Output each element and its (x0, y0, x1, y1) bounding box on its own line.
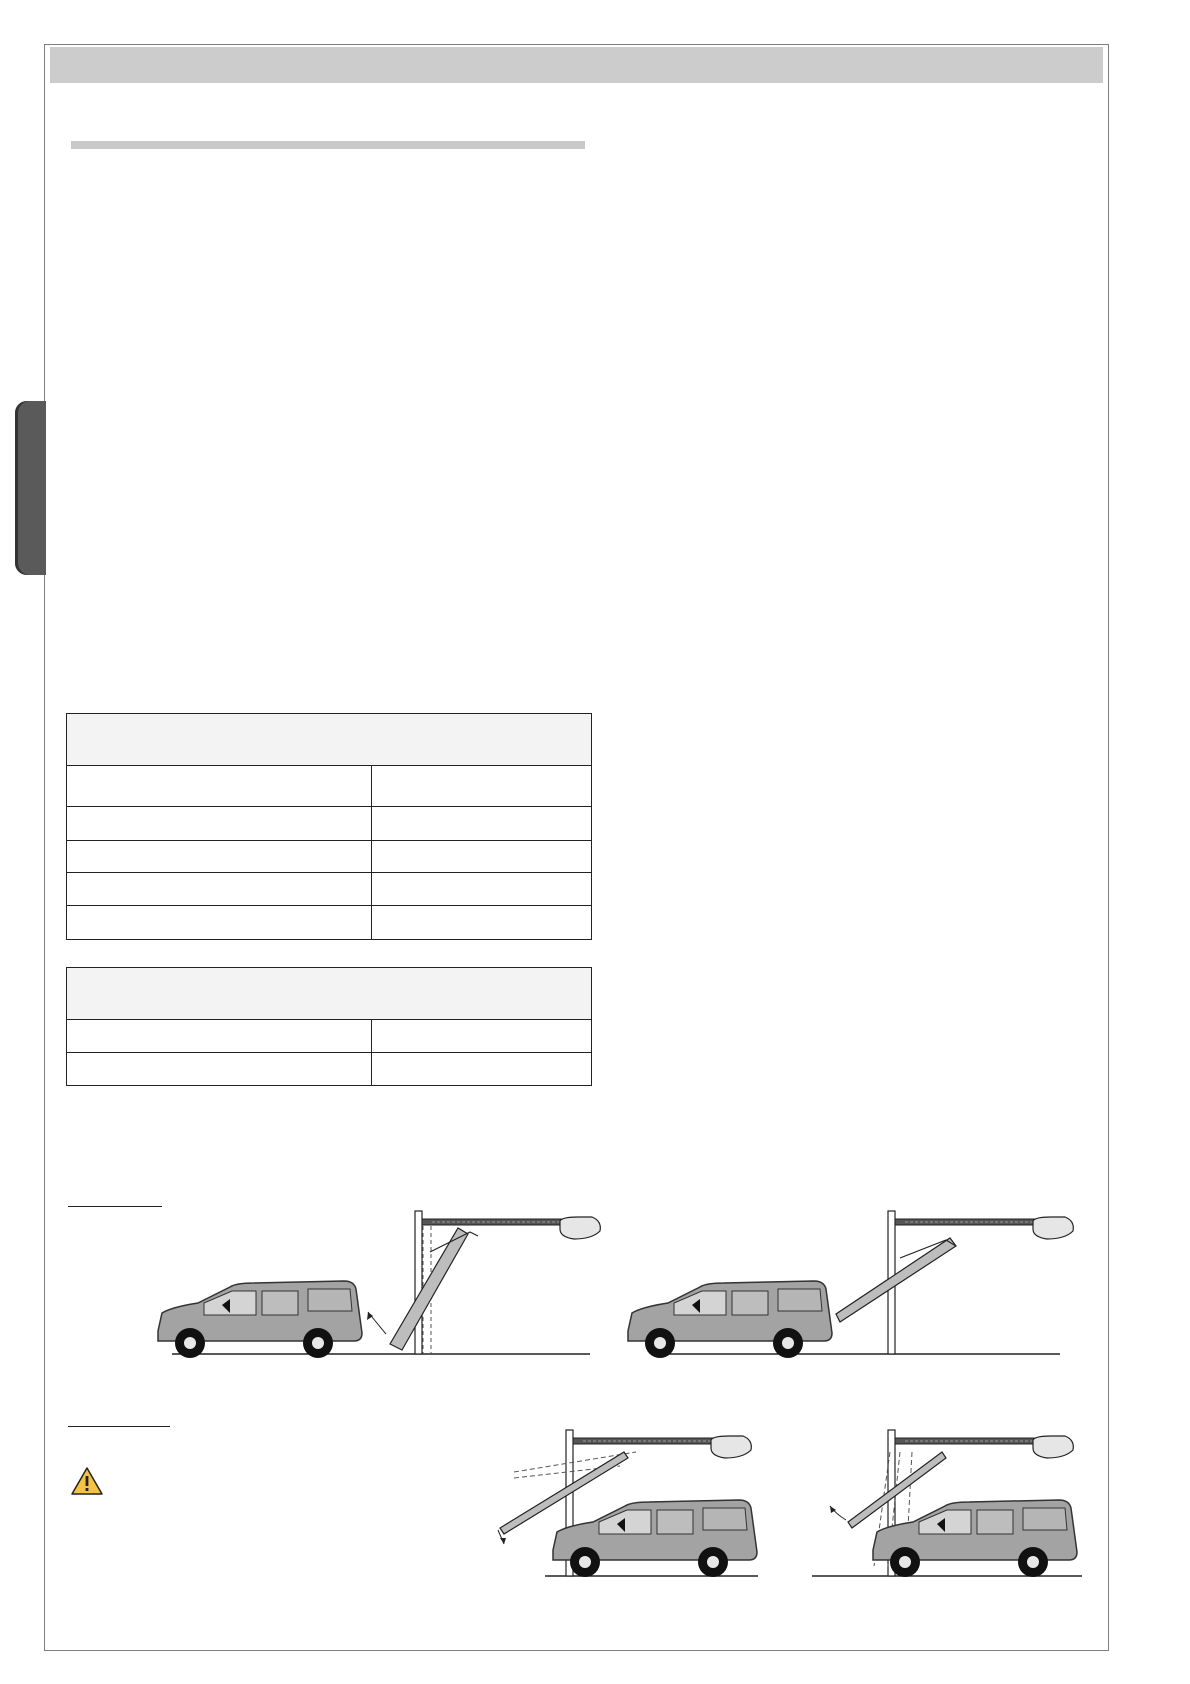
figure-bottom-door-closing (812, 1430, 1082, 1577)
figure-bottom-door-opening-outward (498, 1430, 758, 1577)
warning-icon (72, 1468, 102, 1494)
figure-top-door-open (628, 1211, 1073, 1358)
figure-top-door-tilting (158, 1211, 600, 1358)
